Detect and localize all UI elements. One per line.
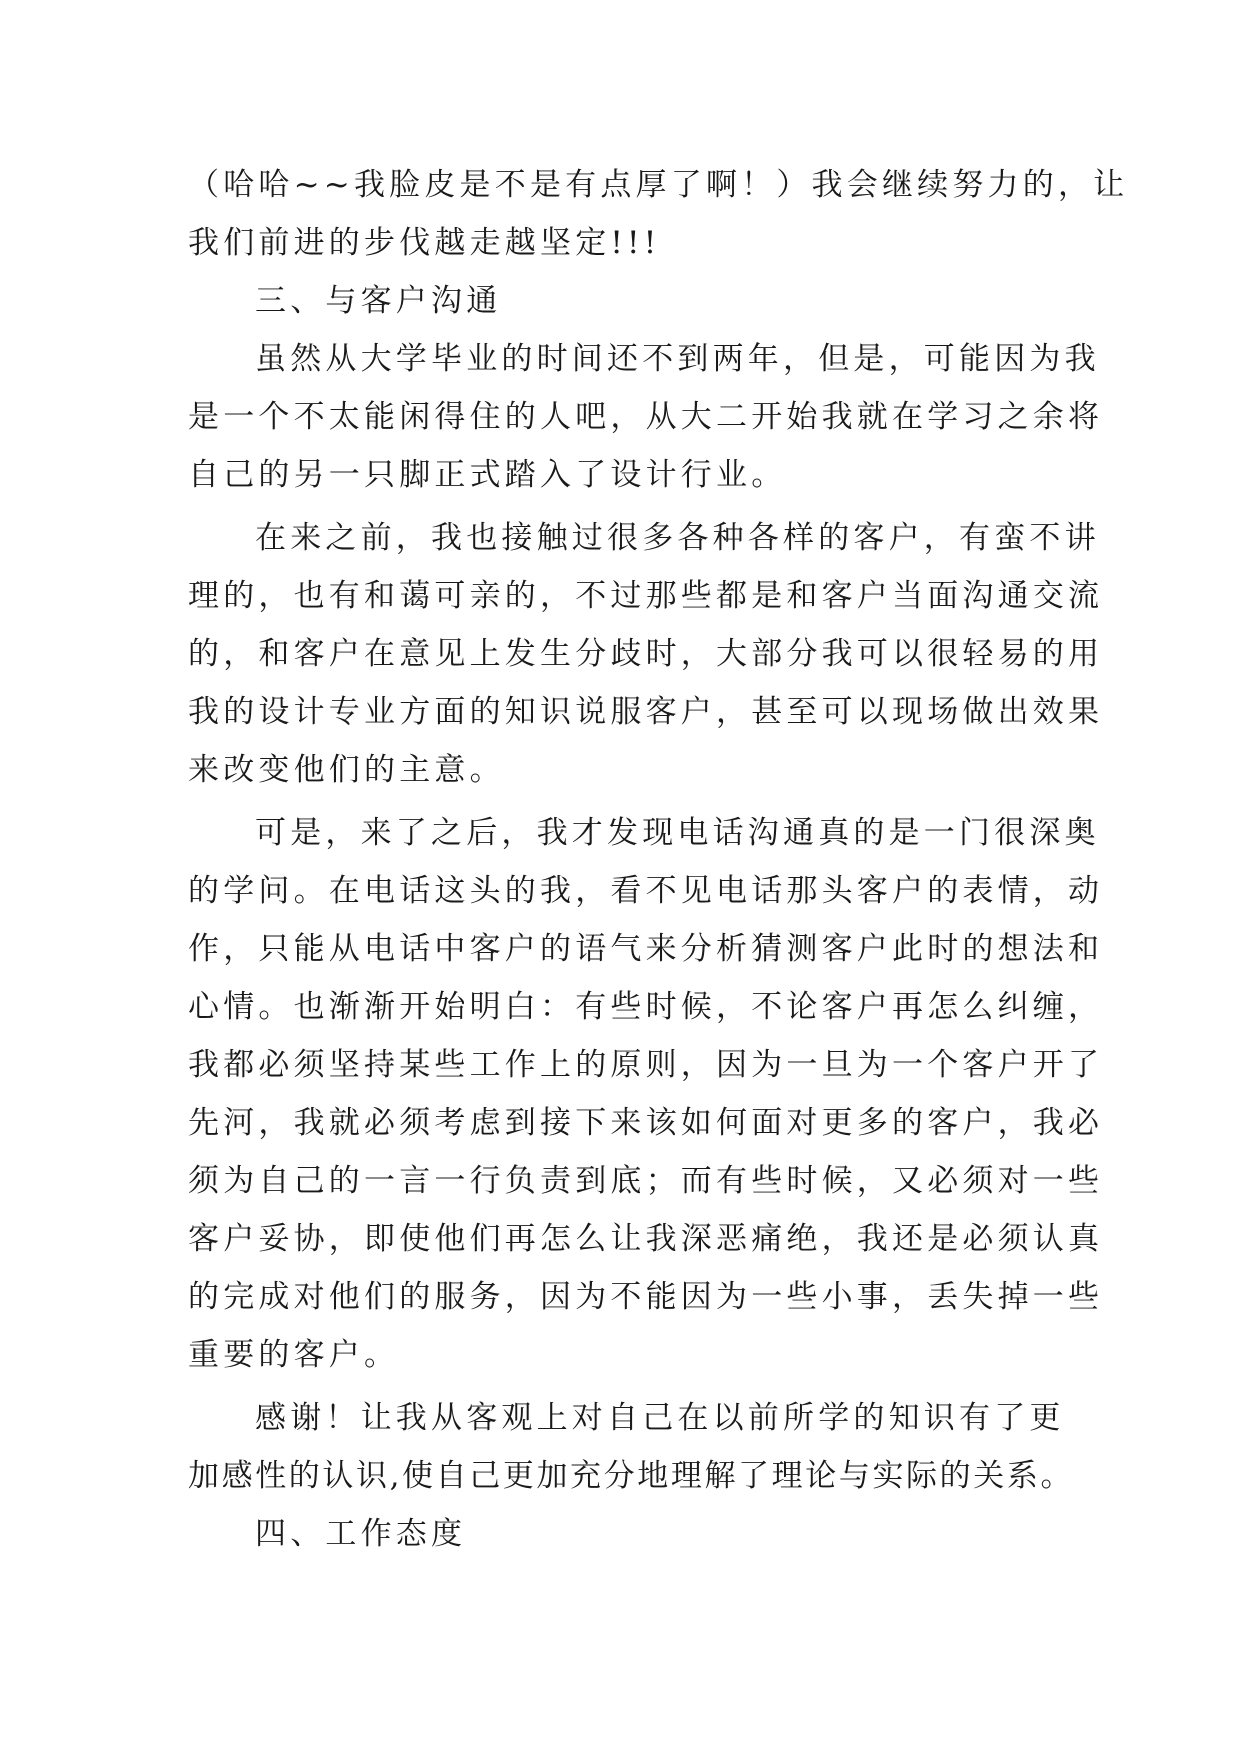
- paragraph-line: 自己的另一只脚正式踏入了设计行业。: [188, 457, 787, 493]
- paragraph-line: 来改变他们的主意。: [188, 752, 505, 788]
- paragraph-line: 须为自己的一言一行负责到底；而有些时候，又必须对一些: [188, 1163, 1104, 1199]
- paragraph-line: 的完成对他们的服务，因为不能因为一些小事，丢失掉一些: [188, 1279, 1104, 1315]
- paragraph-line: 重要的客户。: [188, 1337, 400, 1373]
- paragraph-line: 作，只能从电话中客户的语气来分析猜测客户此时的想法和: [188, 931, 1104, 967]
- paragraph-line: 客户妥协，即使他们再怎么让我深恶痛绝，我还是必须认真: [188, 1221, 1104, 1257]
- paragraph-line: 我们前进的步伐越走越坚定!!!: [188, 225, 661, 261]
- paragraph-line: （哈哈~~我脸皮是不是有点厚了啊！）我会继续努力的，让: [188, 167, 1129, 203]
- paragraph-line: 我都必须坚持某些工作上的原则，因为一旦为一个客户开了: [188, 1047, 1104, 1083]
- paragraph-line: 在来之前，我也接触过很多各种各样的客户，有蛮不讲: [255, 520, 1100, 556]
- paragraph-line: 是一个不太能闲得住的人吧，从大二开始我就在学习之余将: [188, 399, 1104, 435]
- section-heading: 三、与客户沟通: [255, 283, 502, 319]
- paragraph-line: 的学问。在电话这头的我，看不见电话那头客户的表情，动: [188, 873, 1104, 909]
- paragraph-line: 加感性的认识,使自己更加充分地理解了理论与实际的关系。: [188, 1458, 1075, 1494]
- paragraph-line: 虽然从大学毕业的时间还不到两年，但是，可能因为我: [255, 341, 1100, 377]
- paragraph-line: 可是，来了之后，我才发现电话沟通真的是一门很深奥: [255, 815, 1100, 851]
- paragraph-line: 理的，也有和蔼可亲的，不过那些都是和客户当面沟通交流: [188, 578, 1104, 614]
- paragraph-line: 先河，我就必须考虑到接下来该如何面对更多的客户，我必: [188, 1105, 1104, 1141]
- paragraph-line: 感谢！让我从客观上对自己在以前所学的知识有了更: [255, 1400, 1065, 1436]
- paragraph-line: 我的设计专业方面的知识说服客户，甚至可以现场做出效果: [188, 694, 1104, 730]
- paragraph-line: 心情。也渐渐开始明白：有些时候，不论客户再怎么纠缠，: [188, 989, 1104, 1025]
- paragraph-line: 的，和客户在意见上发生分歧时，大部分我可以很轻易的用: [188, 636, 1104, 672]
- section-heading: 四、工作态度: [255, 1516, 467, 1552]
